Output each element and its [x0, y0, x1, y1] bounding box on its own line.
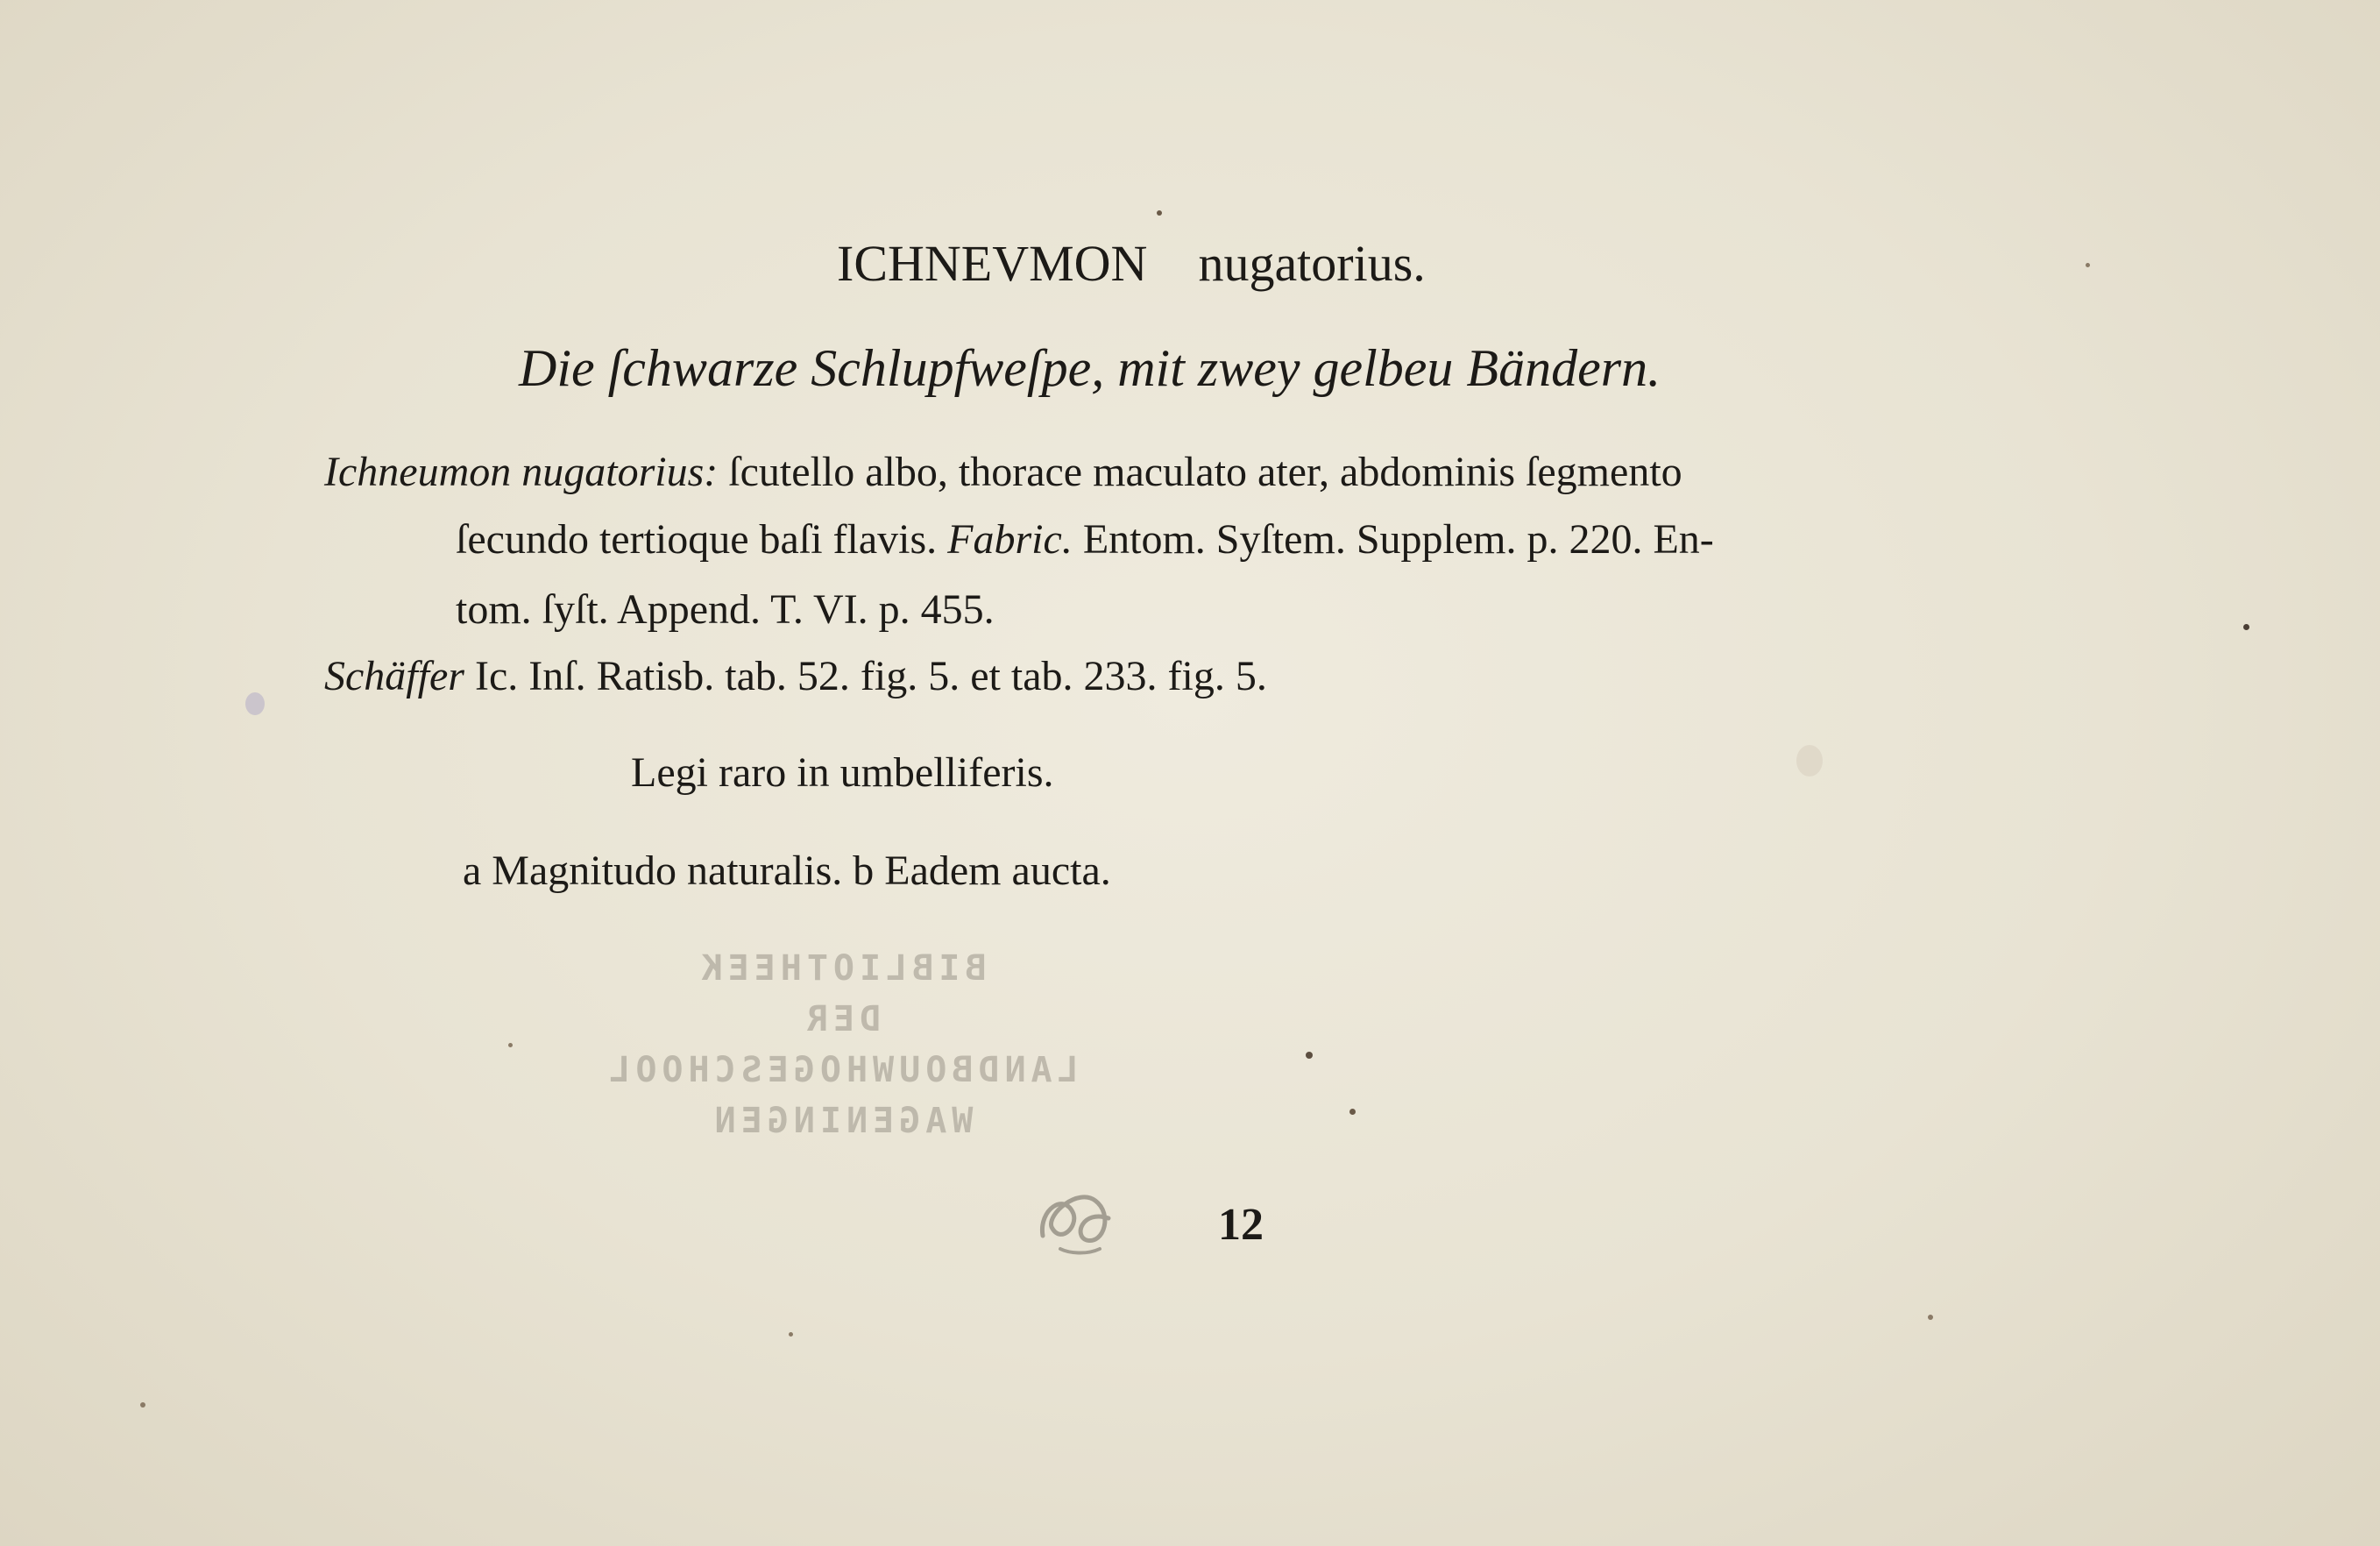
stamp-line-3: LANDBOUWHOGESCHOOL: [604, 1050, 1079, 1090]
stamp-line-1: BIBLIOTHEEK: [696, 948, 987, 989]
description-line-3: tom. ſyſt. Append. T. VI. p. 455.: [456, 586, 995, 633]
reference-text: Entom. Syſtem. Supplem. p. 220. En-: [1072, 516, 1714, 563]
species-name: nugatorius.: [1198, 235, 1426, 292]
page-number: 12: [1218, 1200, 1264, 1250]
habitat-note: Legi raro in umbelliferis.: [631, 749, 1054, 796]
library-stamp: [526, 948, 1157, 1154]
taxon-name: Ichneumon nugatorius:: [324, 449, 719, 495]
figure-caption: a Magnitudo naturalis. b Eadem aucta.: [463, 847, 1111, 894]
description-line-1: [324, 451, 1682, 493]
genus-name: ICHNEVMON: [837, 235, 1148, 292]
reference-text-schaeffer: Ic. Inſ. Ratisb. tab. 52. fig. 5. et tab. 233. fig. 5.: [464, 653, 1267, 699]
diagnosis-text: ſcutello albo, thorace maculato ater, abdominis ſegmento: [718, 449, 1682, 495]
stamp-line-2: DER: [801, 999, 882, 1039]
description-line-2: [456, 516, 1714, 563]
author-citation: Fabric.: [947, 516, 1073, 563]
description-line-4: [324, 653, 1267, 699]
author-citation-schaeffer: Schäffer: [324, 653, 464, 699]
handwritten-mark-icon: [1025, 1174, 1130, 1262]
stamp-line-4: WAGENINGEN: [709, 1101, 974, 1141]
german-common-name: Die ſchwarze Schlupfweſpe, mit zwey gelbeu Bändern.: [519, 339, 1661, 397]
species-heading: [837, 235, 1426, 292]
diagnosis-text-continued: ſecundo tertioque baſi flavis.: [456, 516, 948, 563]
